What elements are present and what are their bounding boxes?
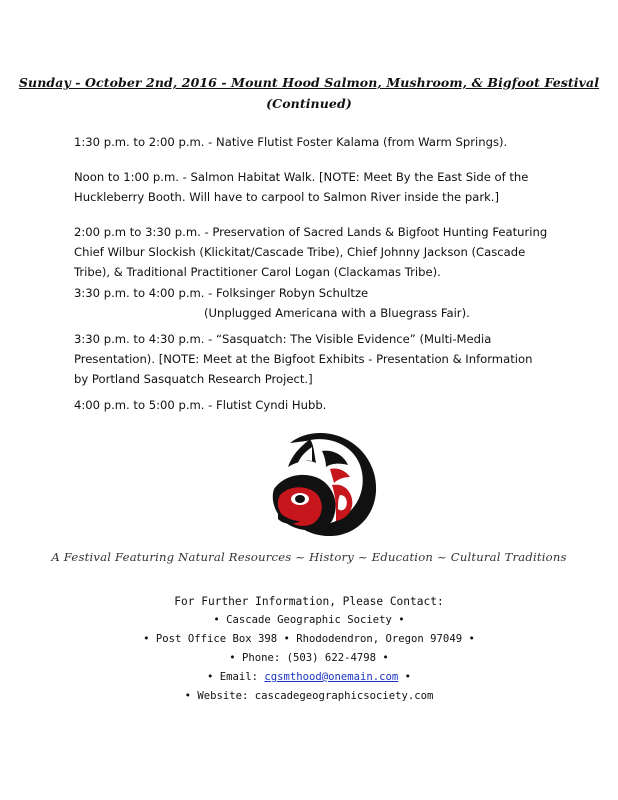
contact-email-link[interactable]: cgsmthood@onemain.com bbox=[264, 671, 399, 683]
schedule-item bbox=[74, 222, 554, 282]
schedule-item bbox=[74, 167, 554, 207]
salmon-eye bbox=[295, 495, 305, 503]
schedule-line: (Unplugged Americana with a Bluegrass Fair). bbox=[204, 306, 470, 320]
contact-phone: • Phone: (503) 622-4798 • bbox=[229, 652, 389, 664]
contact-heading: For Further Information, Please Contact: bbox=[174, 595, 444, 608]
salmon-formline-icon bbox=[270, 425, 380, 537]
salmon-u-form-red bbox=[330, 468, 350, 483]
tagline: A Festival Featuring Natural Resources ~ History ~ Education ~ Cultural Traditions bbox=[51, 550, 567, 564]
contact-website: • Website: cascadegeographicsociety.com bbox=[184, 690, 434, 702]
contact-address: • Post Office Box 398 • Rhododendron, Oregon 97049 • bbox=[143, 633, 475, 645]
schedule-line: Chief Wilbur Slockish (Klickitat/Cascade Tribe), Chief Johnny Jackson (Cascade bbox=[74, 245, 526, 259]
schedule-line: Tribe), & Traditional Practitioner Carol Logan (Clackamas Tribe). bbox=[74, 265, 441, 279]
contact-email-prefix: • Email: bbox=[206, 671, 265, 683]
schedule-item bbox=[74, 329, 554, 389]
schedule-line: Noon to 1:00 p.m. - Salmon Habitat Walk. [NOTE: Meet By the East Side of the bbox=[74, 170, 529, 184]
schedule-item bbox=[74, 283, 554, 323]
schedule-line: 2:00 p.m to 3:30 p.m. - Preservation of Sacred Lands & Bigfoot Hunting Featuring bbox=[74, 225, 548, 239]
schedule-item bbox=[74, 132, 554, 152]
salmon-u-form bbox=[322, 451, 348, 467]
schedule-line: 1:30 p.m. to 2:00 p.m. - Native Flutist Foster Kalama (from Warm Springs). bbox=[74, 135, 508, 149]
contact-org: • Cascade Geographic Society • bbox=[213, 614, 405, 626]
schedule-line: 3:30 p.m. to 4:30 p.m. - “Sasquatch: The Visible Evidence” (Multi-Media bbox=[74, 332, 492, 346]
schedule-line: Presentation). [NOTE: Meet at the Bigfoot Exhibits - Presentation & Information bbox=[74, 352, 533, 366]
schedule-line: Huckleberry Booth. Will have to carpool to Salmon River inside the park.] bbox=[74, 190, 500, 204]
page-title: Sunday - October 2nd, 2016 - Mount Hood Salmon, Mushroom, & Bigfoot Festival bbox=[18, 75, 600, 90]
contact-email-suffix: • bbox=[398, 671, 412, 683]
page-subtitle: (Continued) bbox=[266, 96, 352, 111]
schedule-line: 3:30 p.m. to 4:00 p.m. - Folksinger Robyn Schultze bbox=[74, 286, 369, 300]
schedule-line: 4:00 p.m. to 5:00 p.m. - Flutist Cyndi Hubb. bbox=[74, 398, 327, 412]
contact-email-row bbox=[0, 671, 618, 683]
schedule-item bbox=[74, 395, 554, 415]
schedule-line: by Portland Sasquatch Research Project.] bbox=[74, 372, 313, 386]
